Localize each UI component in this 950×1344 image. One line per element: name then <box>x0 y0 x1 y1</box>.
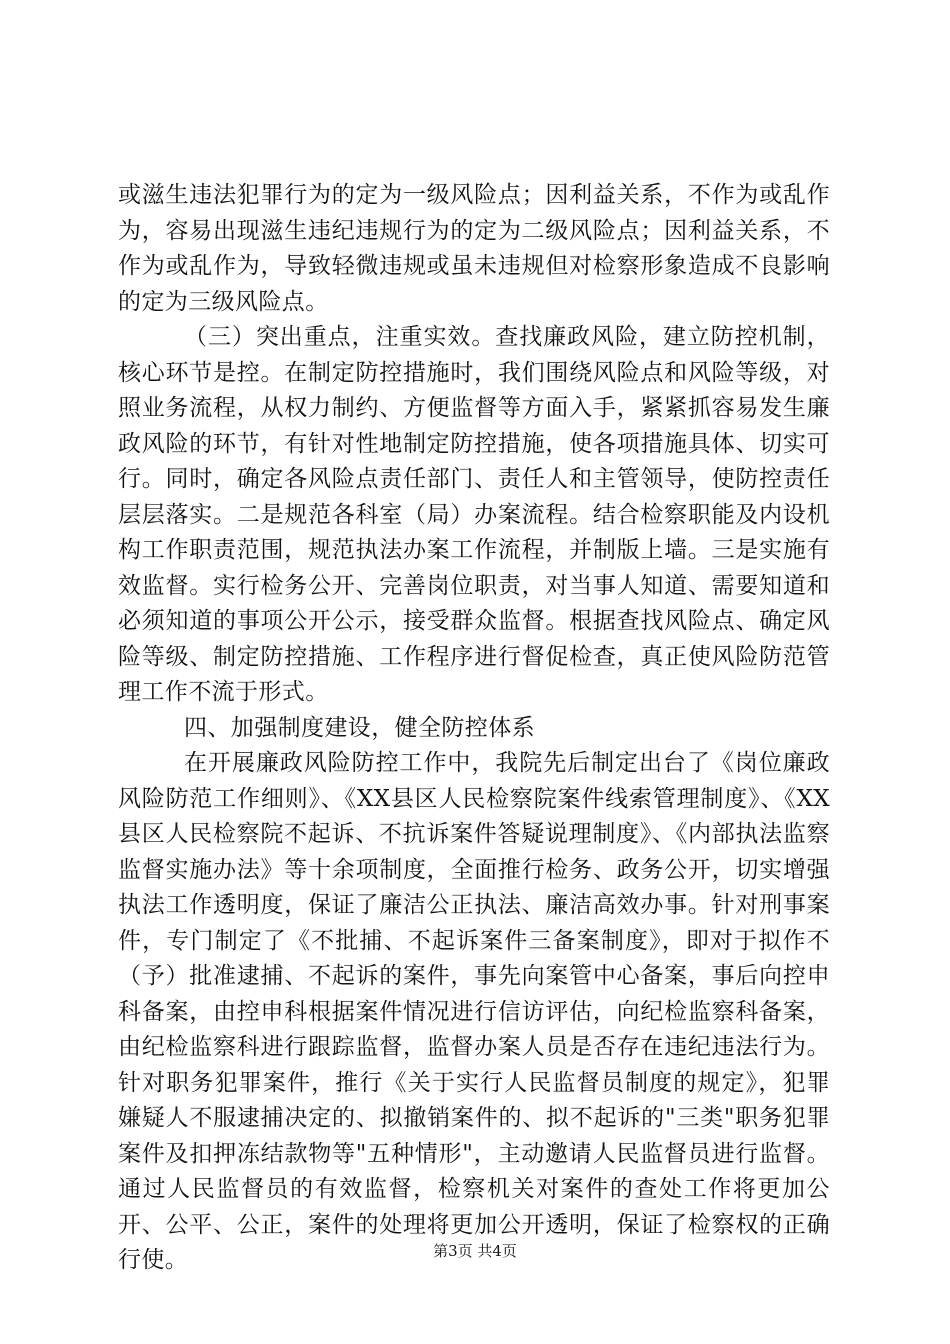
page-footer: 第3页 共4页 <box>433 1242 517 1260</box>
paragraph-system-building: 在开展廉政风险防控工作中，我院先后制定出台了《岗位廉政风险防范工作细则》、《XX县区人民检察院案件线索管理制度》、《XX县区人民检察院不起诉、不抗诉案件答疑说理制度》、《内部执法监察监督实施办法》等十余项制度，全面推行检务、政务公开，切实增强执法工作透明度，保证了廉洁公正执法、廉洁高效办事。针对刑事案件，专门制定了《不批捕、不起诉案件三备案制度》，即对于拟作不（予）批准逮捕、不起诉的案件，事先向案管中心备案，事后向控申科备案，由控申科根据案件情况进行信访评估，向纪检监察科备案，由纪检监察科进行跟踪监督，监督办案人员是否存在违纪违法行为。针对职务犯罪案件，推行《关于实行人民监督员制度的规定》，犯罪嫌疑人不服逮捕决定的、拟撤销案件的、拟不起诉的"三类"职务犯罪案件及扣押冻结款物等"五种情形"，主动邀请人民监督员进行监督。通过人民监督员的有效监督，检察机关对案件的查处工作将更加公开、公平、公正，案件的处理将更加公开透明，保证了检察权的正确行使。 <box>118 750 830 1273</box>
section-heading-system-building: 四、加强制度建设，健全防控体系 <box>184 714 535 741</box>
paragraph-prevention-measures: （三）突出重点，注重实效。查找廉政风险，建立防控机制，核心环节是控。在制定防控措施时，我们围绕风险点和风险等级，对照业务流程，从权力制约、方便监督等方面入手，紧紧抓容易发生廉政风险的环节，有针对性地制定防控措施，使各项措施具体、切实可行。同时，确定各风险点责任部门、责任人和主管领导，使防控责任层层落实。二是规范各科室（局）办案流程。结合检察职能及内设机构工作职责范围，规范执法办案工作流程，并制版上墙。三是实施有效监督。实行检务公开、完善岗位职责，对当事人知道、需要知道和必须知道的事项公开公示，接受群众监督。根据查找风险点、确定风险等级、制定防控措施、工作程序进行督促检查，真正使风险防范管理工作不流于形式。 <box>118 324 830 705</box>
paragraph-risk-levels: 或滋生违法犯罪行为的定为一级风险点；因利益关系，不作为或乱作为，容易出现滋生违纪违规行为的定为二级风险点；因利益关系，不作为或乱作为，导致轻微违规或虽未违规但对检察形象造成不良影响的定为三级风险点。 <box>118 182 830 315</box>
document-body <box>118 178 830 1279</box>
